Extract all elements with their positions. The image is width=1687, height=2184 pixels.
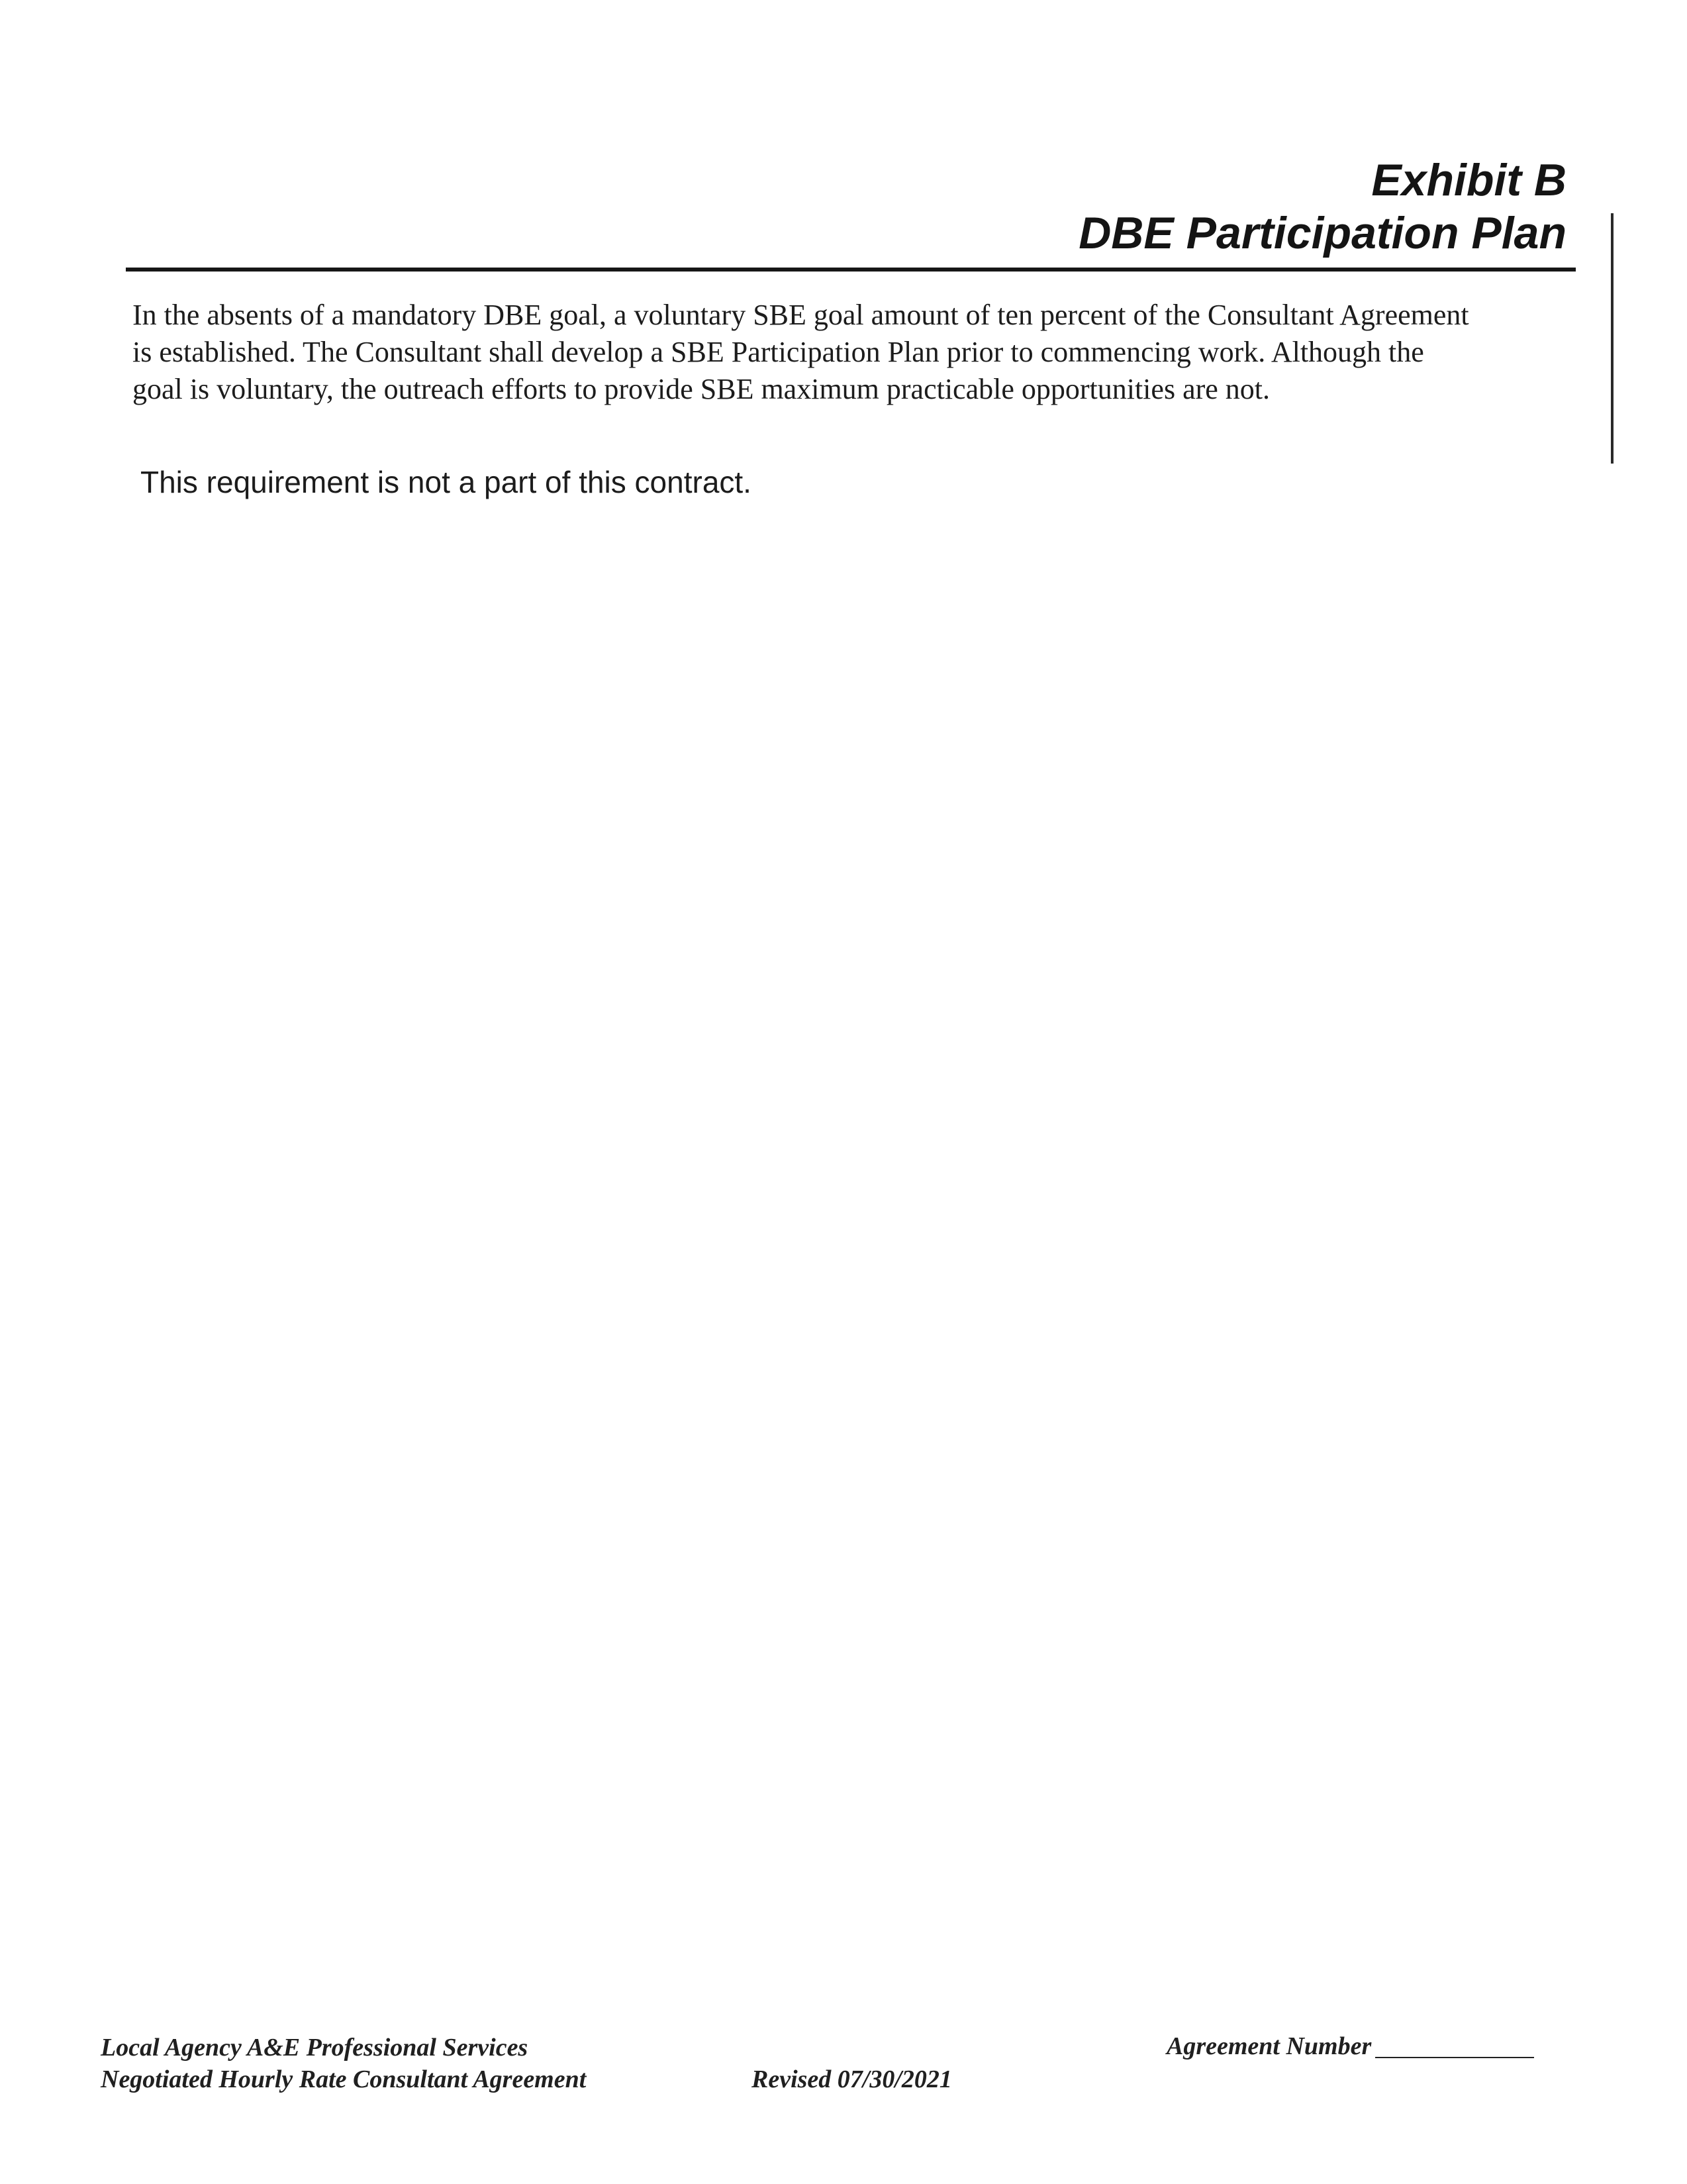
footer-line-1: Local Agency A&E Professional Services: [101, 2034, 528, 2061]
agreement-number-blank: [1375, 2057, 1534, 2058]
footer-line-2: Negotiated Hourly Rate Consultant Agreement: [101, 2065, 587, 2093]
agreement-number-label: Agreement Number: [1167, 2032, 1372, 2060]
requirement-note: This requirement is not a part of this contract.: [140, 465, 751, 499]
footer-agreement-type: [101, 2032, 586, 2095]
header-divider: [126, 268, 1576, 272]
revision-margin-bar: [1611, 213, 1614, 464]
paragraph-line: is established. The Consultant shall develop a SBE Participation Plan prior to commencing work. Although the: [132, 336, 1424, 368]
paragraph-line: goal is voluntary, the outreach efforts to provide SBE maximum practicable opportunities are not.: [132, 373, 1270, 405]
footer-revised-date: Revised 07/30/2021: [751, 2065, 952, 2093]
exhibit-subtitle: DBE Participation Plan: [1079, 208, 1566, 258]
exhibit-label: Exhibit B: [1371, 155, 1566, 205]
body-paragraph: [132, 297, 1589, 408]
paragraph-line: In the absents of a mandatory DBE goal, a voluntary SBE goal amount of ten percent of the Consultant Agreement: [132, 299, 1469, 331]
footer-agreement-number: [1167, 2030, 1534, 2062]
exhibit-title: [1079, 154, 1566, 260]
